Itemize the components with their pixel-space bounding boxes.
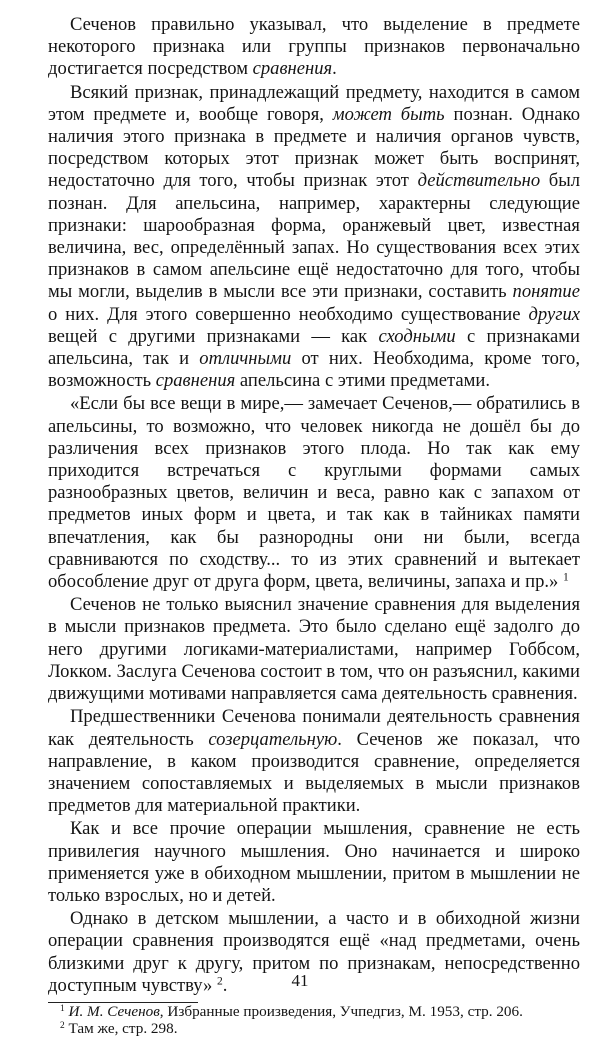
paragraph [48, 594, 580, 705]
text-run: апельсина с этими предметами. [235, 370, 490, 392]
emphasis-text: сравнения [252, 58, 333, 80]
text-run: был познан. Для апельсина, например, характерны следующие признаки: шарообразная форма, оранжевый цвет, известная величина, вес, определённый запах. Но существования всех этих признаков в самом апельсине ещё недостаточно для того, чтобы мы могли, выделив в мысли все эти признаки, составить [48, 170, 580, 303]
text-run: Как и все прочие операции мышления, сравнение не есть привилегия научного мышления. Оно начинается и широко применяется уже в обиходном мышлении, притом в мышлении не только взрослых, но и детей. [48, 818, 580, 906]
text-run: , Избранные произведения, Учпедгиз, М. 1953, стр. 206. [159, 1002, 523, 1020]
page-number: 41 [291, 971, 309, 990]
paragraph [48, 818, 580, 907]
paragraph [48, 706, 580, 817]
text-run: Однако в детском мышлении, а часто и в обиходной жизни операции сравнения производятся ещё «над предметами, очень близкими друг к другу, притом по признакам, непосредственно доступным чувству» [48, 908, 580, 996]
document-page [48, 14, 580, 1037]
text-run: Там же, стр. 298. [64, 1019, 178, 1037]
emphasis-text: отличными [199, 348, 292, 370]
footnote-marker: 2 [217, 975, 223, 988]
emphasis-text: понятие [512, 281, 580, 303]
text-run: . [222, 974, 228, 996]
emphasis-text: И. М. Сеченов [68, 1002, 160, 1020]
paragraph [48, 82, 580, 393]
text-run: вещей с другими признаками — как [48, 325, 379, 347]
text-run: Сеченов правильно указывал, что выделение в предмете некоторого признака или группы признаков первоначально достигается посредством [48, 14, 580, 80]
text-run: о них. Для этого совершенно необходимо существование [48, 303, 529, 325]
text-run: от них. Необходима, кроме того, возможность [48, 348, 581, 392]
paragraph [48, 14, 580, 81]
text-run: Сеченов не только выяснил значение сравнения для выделения в мысли признаков предмета. Это было сделано ещё задолго до него другими логиками-материалистами, например Гоббсом, Локком. Заслуга Сеченова состоит в том, что он разъяснил, какими движущими мотивами направляется сама деятельность сравнения. [48, 594, 580, 705]
text-run: с признаками апельсина, так и [48, 325, 580, 370]
footnote-marker: 1 [60, 1003, 65, 1014]
footnote-marker: 2 [60, 1020, 65, 1031]
footnote [48, 1003, 580, 1020]
footnote-list [48, 1003, 580, 1037]
emphasis-text: других [528, 303, 580, 325]
footnote-marker: 1 [563, 571, 569, 584]
text-run: Предшественники Сеченова понимали деятельность сравнения как деятельность [48, 706, 580, 750]
text-run: Всякий признак, принадлежащий предмету, находится в самом этом предмете и, вообще говоря, [48, 81, 580, 125]
emphasis-text: действительно [417, 170, 541, 192]
footnote [48, 1020, 580, 1037]
emphasis-text: сходными [378, 325, 456, 347]
text-run: познан. Однако наличия этого признака в предмете и наличия органов чувств, посредством которых этот признак может быть воспринят, недостаточно для того, чтобы признак этот [48, 103, 580, 192]
emphasis-text: может быть [332, 103, 445, 125]
emphasis-text: созерцательную [208, 728, 338, 750]
emphasis-text: сравнения [155, 370, 236, 392]
text-run: «Если бы все вещи в мире,— замечает Сеченов,— обратились в апельсины, то возможно, что человек никогда не дошёл бы до различения всех признаков этого плода. Но так как ему приходится встречаться с круглыми формами самых разнообразных цветов, величин и веса, равно как с запахом от предметов иных форм и цвета, и так как в тайниках памяти впечатления, как бы разнородны они ни были, всегда сравниваются по сходству... то из этих сравнений и вытекает обособление друг от друга форм, цвета, величины, запаха и пр.» [48, 393, 580, 593]
text-run: . [332, 58, 337, 80]
body-text [48, 14, 580, 997]
text-run: . Сеченов же показал, что направление, в каком производится сравнение, определяется значением сопоставляемых и выделяемых в мысли признаков предметов для материальной практики. [48, 728, 580, 817]
paragraph [48, 393, 580, 593]
